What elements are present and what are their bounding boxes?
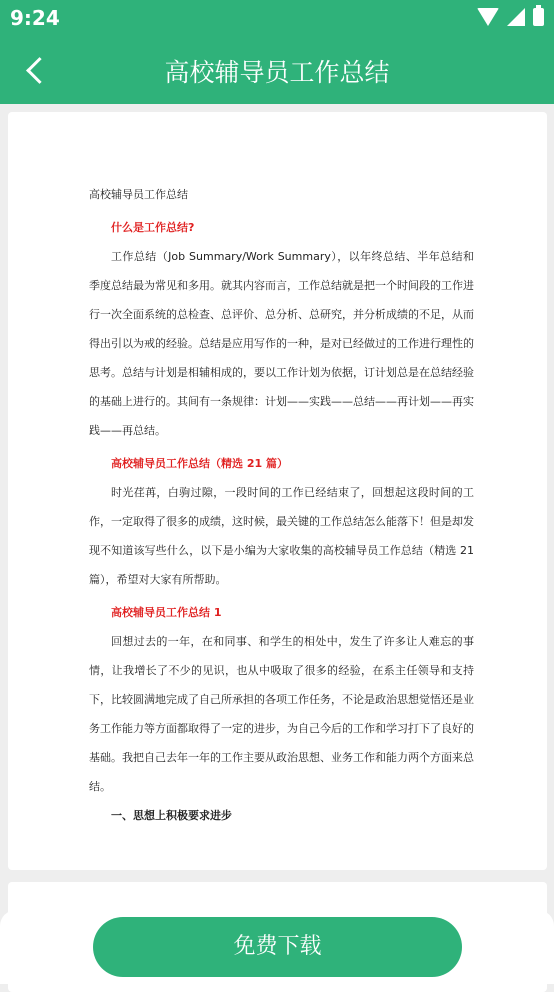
section-heading: 什么是工作总结? xyxy=(111,221,195,234)
paragraph: 回想过去的一年，在和同事、和学生的相处中，发生了许多让人难忘的事情，让我增长了不少的见识，也从中吸取了很多的经验，在系主任领导和支持下，比较圆满地完成了自己所承担的各项工作任务，不论是政治思想觉悟还是业务工作能力等方面都取得了一定的进步，为自己今后的工作和学习打下了良好的基础。我把自己去年一年的工作主要从政治思想、业务工作和能力两个方面来总结。 xyxy=(89,635,474,793)
signal-icon xyxy=(507,8,525,26)
document-preview[interactable] xyxy=(8,112,547,870)
wifi-icon xyxy=(477,8,499,26)
sub-heading: 一、思想上积极要求进步 xyxy=(111,809,232,822)
document-body xyxy=(89,180,474,830)
paragraph: 工作总结（Job Summary/Work Summary），以年终总结、半年总结和季度总结最为常见和多用。就其内容而言，工作总结就是把一个时间段的工作进行一次全面系统的总检查、总评价、总分析、总研究，并分析成绩的不足，从而得出引以为戒的经验。总结是应用写作的一种，是对已经做过的工作进行理性的思考。总结与计划是相辅相成的，要以工作计划为依据，订计划总是在总结经验的基础上进行的。其间有一条规律：计划——实践——总结——再计划——再实践——再总结。 xyxy=(89,250,474,437)
page-title: 高校辅导员工作总结 xyxy=(164,58,390,87)
status-icons xyxy=(477,8,544,26)
section-heading: 高校辅导员工作总结 1 xyxy=(111,606,222,619)
battery-icon xyxy=(533,8,544,26)
status-bar xyxy=(0,0,554,37)
doc-title: 高校辅导员工作总结 xyxy=(89,188,188,201)
paragraph: 时光荏苒，白驹过隙，一段时间的工作已经结束了，回想起这段时间的工作，一定取得了很多的成绩，这时候，最关键的工作总结怎么能落下！但是却发现不知道该写些什么，以下是小编为大家收集的高校辅导员工作总结（精选 21 篇），希望对大家有所帮助。 xyxy=(89,486,474,586)
app-bar xyxy=(0,37,554,104)
section-heading: 高校辅导员工作总结（精选 21 篇） xyxy=(111,457,288,470)
download-button[interactable]: 免费下载 xyxy=(93,917,462,977)
status-time: 9:24 xyxy=(10,6,60,30)
